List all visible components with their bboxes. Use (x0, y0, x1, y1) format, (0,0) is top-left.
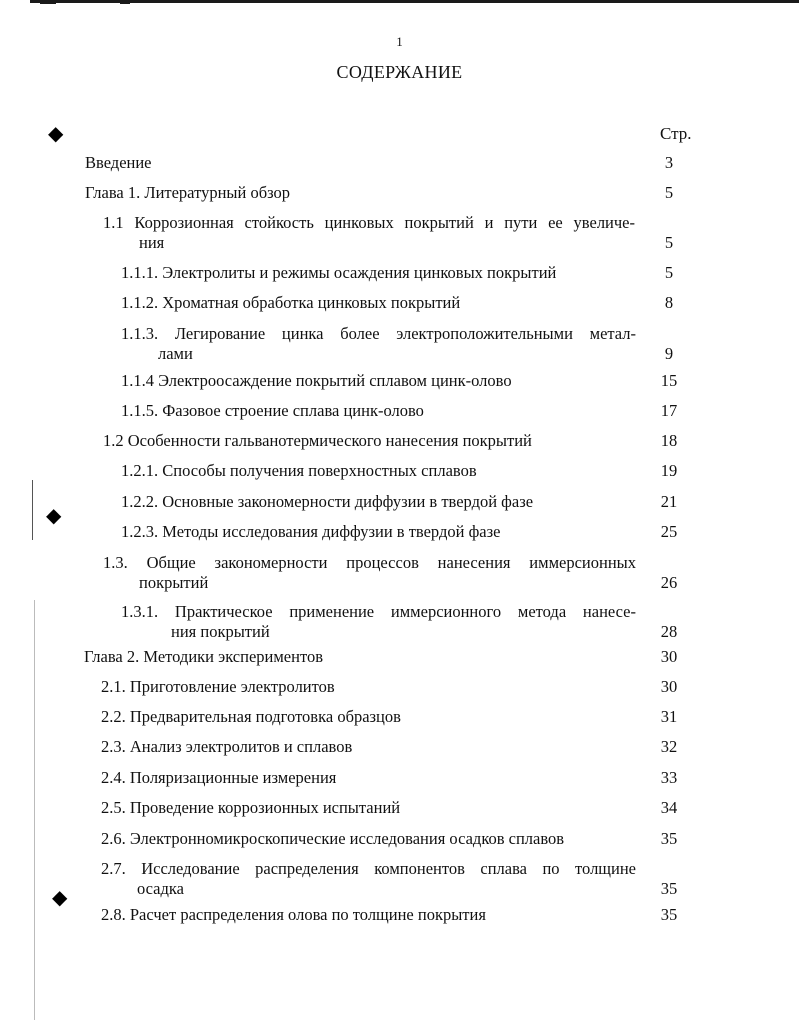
toc-entry-text-continued: покрытий (139, 573, 209, 592)
toc-entry (84, 647, 624, 667)
toc-entry-text: 1.3. Общие закономерности процессов нанесения иммерсионных (103, 553, 636, 572)
page-column-header: Стр. (660, 124, 692, 143)
scan-top-edge (30, 0, 799, 3)
toc-entry-text: 2.8. Расчет распределения олова по толщине покрытия (101, 905, 486, 924)
hole-punch-mark: ◆ (52, 887, 68, 909)
toc-entry (103, 213, 635, 253)
page-number: 1 (396, 34, 403, 49)
toc-entry (121, 371, 636, 391)
toc-entry-page: 34 (660, 798, 678, 817)
toc-entry-page: 8 (664, 293, 674, 312)
toc-entry-page: 28 (660, 622, 678, 641)
toc-entry (121, 522, 636, 542)
toc-entry (121, 293, 636, 313)
toc-entry (101, 707, 636, 727)
scan-mark (40, 0, 56, 4)
toc-entry-page: 5 (664, 233, 674, 252)
toc-entry-text: 2.1. Приготовление электролитов (101, 677, 335, 696)
toc-entry (103, 553, 636, 593)
toc-entry-page: 33 (660, 768, 678, 787)
toc-entry (101, 905, 636, 925)
hole-punch-mark: ◆ (48, 123, 64, 145)
toc-entry (121, 461, 636, 481)
toc-entry-text: 1.1.5. Фазовое строение сплава цинк-олово (121, 401, 424, 420)
toc-entry-text: 1.1.1. Электролиты и режимы осаждения цинковых покрытий (121, 263, 557, 282)
toc-entry-page: 21 (660, 492, 678, 511)
toc-entry-text: Введение (85, 153, 152, 172)
toc-entry-text-continued: лами (158, 344, 193, 363)
page-title: СОДЕРЖАНИЕ (336, 62, 463, 82)
toc-entry-text: 1.1.4 Электроосаждение покрытий сплавом цинк-олово (121, 371, 512, 390)
toc-entry-page: 35 (660, 829, 678, 848)
toc-entry-page: 35 (660, 879, 678, 898)
toc-entry-page: 32 (660, 737, 678, 756)
toc-entry-page: 25 (660, 522, 678, 541)
toc-entry-page: 31 (660, 707, 678, 726)
toc-entry (101, 677, 636, 697)
toc-entry-page: 30 (660, 647, 678, 666)
toc-entry-page: 19 (660, 461, 678, 480)
toc-entry-page: 35 (660, 905, 678, 924)
toc-entry-text: 1.1.3. Легирование цинка более электроположительными метал- (121, 324, 636, 343)
toc-entry-text-continued: осадка (137, 879, 184, 898)
toc-entry-text: 2.6. Электронномикроскопические исследования осадков сплавов (101, 829, 565, 848)
toc-entry (101, 829, 636, 849)
toc-entry-text: 1.2 Особенности гальванотермического нанесения покрытий (103, 431, 532, 450)
toc-entry (101, 798, 636, 818)
scan-margin-line (32, 480, 33, 540)
scan-mark (120, 0, 130, 4)
toc-entry (101, 737, 636, 757)
toc-entry-text-continued: ния покрытий (171, 622, 270, 641)
toc-entry-page: 15 (660, 371, 678, 390)
toc-entry-text: 2.3. Анализ электролитов и сплавов (101, 737, 353, 756)
toc-entry (121, 602, 636, 642)
toc-entry (101, 768, 636, 788)
toc-entry-text: 2.5. Проведение коррозионных испытаний (101, 798, 401, 817)
toc-entry (121, 492, 636, 512)
toc-entry (121, 401, 636, 421)
toc-entry (121, 263, 636, 283)
toc-entry-text: 1.1 Коррозионная стойкость цинковых покрытий и пути ее увеличе- (103, 213, 635, 232)
toc-entry-page: 5 (664, 183, 674, 202)
toc-entry-text: 2.7. Исследование распределения компонентов сплава по толщине (101, 859, 636, 878)
toc-entry-page: 9 (664, 344, 674, 363)
toc-entry (103, 431, 636, 451)
toc-entry-text: 2.2. Предварительная подготовка образцов (101, 707, 401, 726)
toc-entry-page: 3 (664, 153, 674, 172)
toc-entry (101, 859, 636, 899)
hole-punch-mark: ◆ (46, 505, 62, 527)
toc-entry-page: 17 (660, 401, 678, 420)
toc-entry-page: 18 (660, 431, 678, 450)
toc-entry-text: 1.2.1. Способы получения поверхностных сплавов (121, 461, 477, 480)
toc-entry-page: 5 (664, 263, 674, 282)
toc-entry (85, 183, 625, 203)
toc-entry-text: Глава 1. Литературный обзор (85, 183, 291, 202)
toc-entry-text: Глава 2. Методики экспериментов (84, 647, 323, 666)
toc-entry (85, 153, 625, 173)
toc-entry-text: 1.3.1. Практическое применение иммерсионного метода нанесе- (121, 602, 636, 621)
toc-entry (121, 324, 636, 364)
scan-margin-line (34, 600, 35, 1020)
toc-entry-page: 30 (660, 677, 678, 696)
toc-entry-text: 1.1.2. Хроматная обработка цинковых покрытий (121, 293, 461, 312)
toc-entry-text: 2.4. Поляризационные измерения (101, 768, 337, 787)
toc-entry-text: 1.2.3. Методы исследования диффузии в твердой фазе (121, 522, 501, 541)
toc-entry-page: 26 (660, 573, 678, 592)
toc-entry-text: 1.2.2. Основные закономерности диффузии в твердой фазе (121, 492, 534, 511)
toc-entry-text-continued: ния (139, 233, 165, 252)
